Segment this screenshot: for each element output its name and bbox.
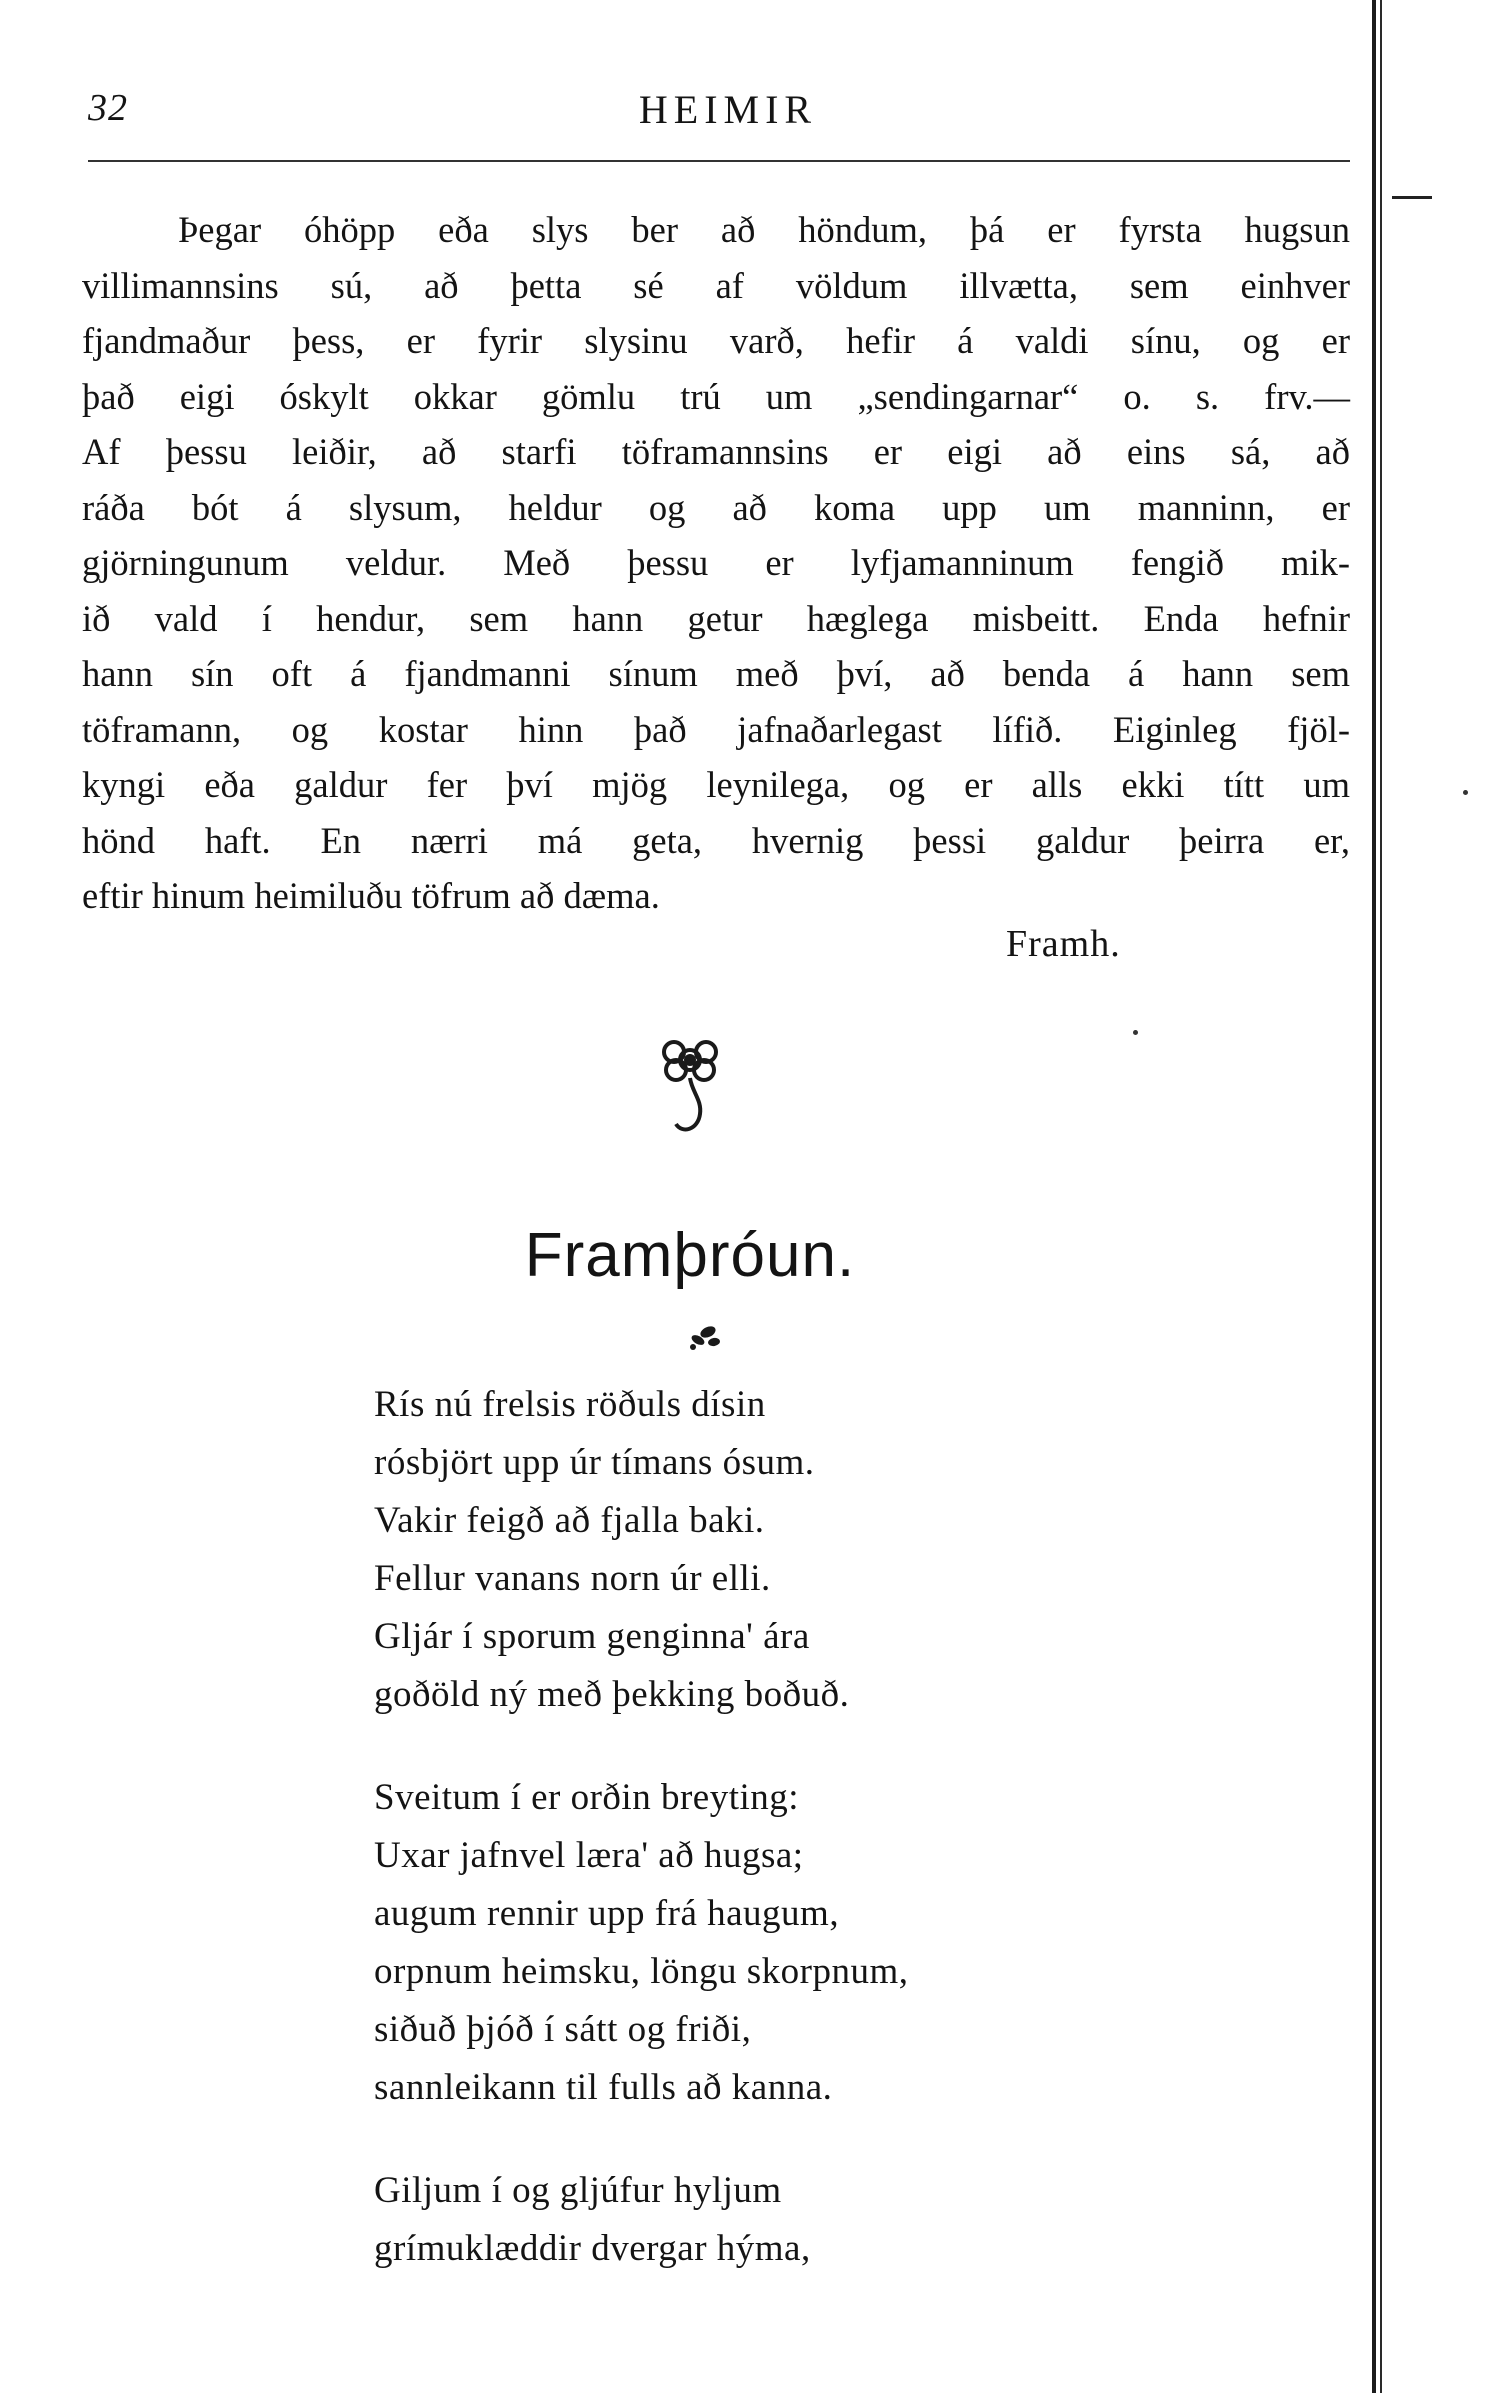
print-speck bbox=[1133, 1030, 1138, 1035]
edge-mark bbox=[1392, 196, 1432, 199]
poem-body bbox=[374, 1376, 909, 2323]
prose-line: fjandmaður þess, er fyrir slysinu varð, hefir á valdi sínu, og er bbox=[82, 320, 1350, 361]
prose-line: ið vald í hendur, sem hann getur hæglega misbeitt. Enda hefnir bbox=[82, 597, 1350, 639]
prose-line: eftir hinum heimiluðu töfrum að dæma. bbox=[82, 875, 660, 916]
poem-verse: goðöld ný með þekking boðuð. bbox=[374, 1674, 850, 1715]
poem-verse: Sveitum í er orðin breyting: bbox=[374, 1777, 800, 1818]
poem-verse: Gljár í sporum genginna' ára bbox=[374, 1616, 810, 1657]
running-head: HEIMIR bbox=[638, 87, 818, 132]
poem-verse: Uxar jafnvel læra' að hugsa; bbox=[374, 1835, 804, 1876]
poem-verse: orpnum heimsku, löngu skorpnum, bbox=[374, 1951, 909, 1992]
poem-verse: Fellur vanans norn úr elli. bbox=[374, 1558, 771, 1599]
poem-verse: Rís nú frelsis röðuls dísin bbox=[374, 1384, 766, 1425]
prose-line: ráða bót á slysum, heldur og að koma upp um manninn, er bbox=[82, 486, 1350, 528]
poem-verse: grímuklæddir dvergar hýma, bbox=[374, 2228, 811, 2269]
poem-verse: sannleikann til fulls að kanna. bbox=[374, 2067, 833, 2108]
poem-stanza bbox=[374, 1769, 909, 2117]
poem-verse: rósbjört upp úr tímans ósum. bbox=[374, 1442, 815, 1483]
poem-verse: Giljum í og gljúfur hyljum bbox=[374, 2170, 782, 2211]
poem-stanza bbox=[374, 1376, 909, 1724]
prose-paragraph bbox=[82, 202, 1350, 924]
poem-stanza bbox=[374, 2162, 909, 2278]
print-speck bbox=[1463, 790, 1468, 795]
prose-line: Af þessu leiðir, að starfi töframannsins er eigi að eins sá, að bbox=[82, 431, 1350, 472]
header-rule bbox=[88, 160, 1350, 162]
prose-line: hann sín oft á fjandmanni sínum með því, að benda á hann sem bbox=[82, 653, 1350, 694]
poem-verse: siðuð þjóð í sátt og friði, bbox=[374, 2009, 752, 2050]
binding-edge-rule-thin bbox=[1380, 0, 1382, 2393]
prose-line: villimannsins sú, að þetta sé af völdum illvætta, sem einhver bbox=[82, 264, 1350, 306]
prose-line: hönd haft. En nærri má geta, hvernig þessi galdur þeirra er, bbox=[82, 819, 1350, 861]
binding-edge-rule bbox=[1372, 0, 1376, 2393]
floral-flourish-icon bbox=[652, 1030, 728, 1150]
page-number: 32 bbox=[88, 87, 128, 129]
continued-note: Framh. bbox=[1006, 923, 1121, 965]
poem-verse: Vakir feigð að fjalla baki. bbox=[374, 1500, 765, 1541]
fleuron-icon bbox=[688, 1322, 724, 1352]
page-header bbox=[88, 86, 1368, 146]
prose-line: gjörningunum veldur. Með þessu er lyfjamanninum fengið mik- bbox=[82, 542, 1350, 583]
prose-line: það eigi óskylt okkar gömlu trú um „sendingarnar“ o. s. frv.— bbox=[82, 375, 1350, 417]
prose-line: Þegar óhöpp eða slys ber að höndum, þá er fyrsta hugsun bbox=[178, 209, 1350, 250]
prose-line: töframann, og kostar hinn það jafnaðarlegast lífið. Eiginleg fjöl- bbox=[82, 708, 1350, 750]
prose-line: kyngi eða galdur fer því mjög leynilega, og er alls ekki títt um bbox=[82, 764, 1350, 805]
poem-verse: augum rennir upp frá haugum, bbox=[374, 1893, 840, 1934]
poem-title: Framþróun. bbox=[524, 1221, 856, 1290]
